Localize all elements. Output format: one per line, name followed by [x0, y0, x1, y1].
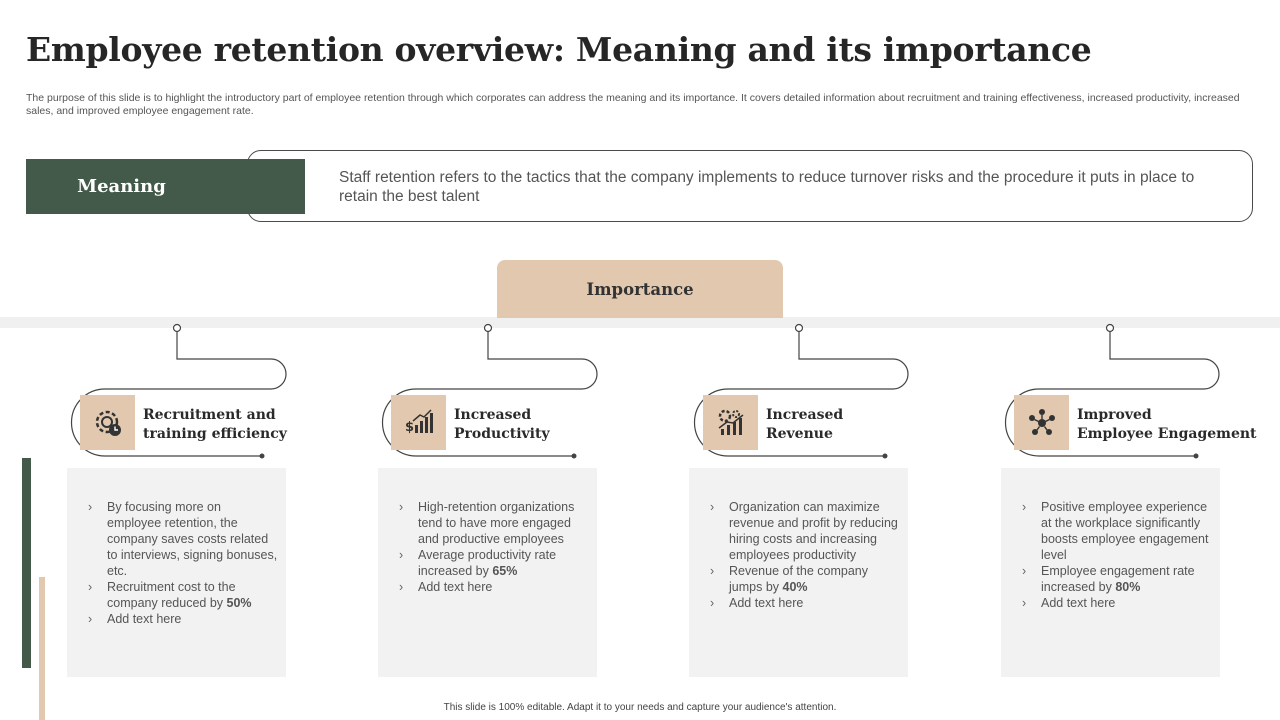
- bullet-item: [88, 579, 278, 611]
- bullet-item: [399, 499, 589, 547]
- card-header-recruitment: [72, 390, 302, 450]
- bullet-item: [399, 547, 589, 579]
- bullet-list: [88, 499, 278, 627]
- bullet-list: [1022, 499, 1212, 611]
- bullet-text: Recruitment cost to the company reduced by: [107, 580, 236, 610]
- bullet-highlight: 40%: [782, 580, 808, 594]
- card-title-line: Employee Engagement: [1077, 426, 1257, 442]
- card-title-line: Improved: [1077, 407, 1152, 423]
- bullet-item: [88, 611, 278, 627]
- bullet-item: [399, 579, 589, 595]
- bullet-text: Revenue of the company jumps by: [729, 564, 868, 594]
- bullet-highlight: 65%: [492, 564, 518, 578]
- page-subtitle: The purpose of this slide is to highlight the introductory part of employee retention through which corporates can address the meaning and its importance. It covers detailed information about recruitment and training effectiveness, increased productivity, increased sales, and improved employee engagement rate.: [26, 92, 1240, 117]
- card-title-line: Increased: [454, 407, 532, 423]
- connector-end-dot: [1194, 454, 1199, 459]
- svg-text:$: $: [404, 419, 414, 435]
- card-title: [1077, 406, 1257, 444]
- card-body-revenue: [689, 468, 908, 677]
- bullet-text: Employee engagement rate increased by: [1041, 564, 1195, 594]
- bullet-item: [1022, 563, 1212, 595]
- card-body-productivity: [378, 468, 597, 677]
- connector-node: [485, 325, 492, 332]
- card-title: [143, 406, 287, 444]
- bullet-item: [710, 499, 900, 563]
- gear-growth-icon: [703, 395, 758, 450]
- card-title-line: Recruitment and: [143, 407, 276, 423]
- bullet-list: [399, 499, 589, 595]
- bullet-item: [88, 499, 278, 579]
- bullet-item: [1022, 595, 1212, 611]
- card-title-line: Increased: [766, 407, 844, 423]
- card-title-line: Productivity: [454, 426, 550, 442]
- gear-clock-icon: [80, 395, 135, 450]
- dollar-chart-icon: [391, 395, 446, 450]
- card-body-engagement: [1001, 468, 1220, 677]
- bullet-item: [1022, 499, 1212, 563]
- card-body-recruitment: [67, 468, 286, 677]
- connector-end-dot: [883, 454, 888, 459]
- bullet-text: Add text here: [107, 612, 182, 626]
- connector-end-dot: [572, 454, 577, 459]
- bullet-text: High-retention organizations tend to have more engaged and productive employees: [418, 500, 575, 546]
- card-title-line: training efficiency: [143, 426, 287, 442]
- bullet-list: [710, 499, 900, 611]
- card-title-line: Revenue: [766, 426, 833, 442]
- bullet-item: [710, 563, 900, 595]
- bullet-text: Average productivity rate increased by: [418, 548, 557, 578]
- card-title: [766, 406, 843, 444]
- footer-note: This slide is 100% editable. Adapt it to your needs and capture your audience's attention.: [443, 702, 837, 713]
- bullet-text: Positive employee experience at the workplace significantly boosts employee engagement level: [1041, 500, 1209, 562]
- card-title: [454, 406, 550, 444]
- bullet-highlight: 50%: [226, 596, 252, 610]
- meaning-text: Staff retention refers to the tactics that the company implements to reduce turnover risks and the procedure it puts in place to retain the best talent: [339, 169, 1195, 205]
- bullet-item: [710, 595, 900, 611]
- team-network-icon: [1014, 395, 1069, 450]
- connector-node: [1107, 325, 1114, 332]
- card-header-engagement: [1006, 390, 1256, 450]
- card-header-productivity: [383, 390, 613, 450]
- card-header-revenue: [695, 390, 925, 450]
- importance-header: Importance: [497, 260, 783, 318]
- connector-end-dot: [260, 454, 265, 459]
- connector-node: [796, 325, 803, 332]
- meaning-label: Meaning: [26, 159, 305, 214]
- bullet-text: Add text here: [729, 596, 804, 610]
- bullet-text: Organization can maximize revenue and profit by reducing hiring costs and increasing employees productivity: [729, 500, 898, 562]
- connector-node: [174, 325, 181, 332]
- bullet-text: Add text here: [418, 580, 493, 594]
- page-title: Employee retention overview: Meaning and its importance: [26, 30, 1092, 69]
- bullet-text: Add text here: [1041, 596, 1116, 610]
- bullet-text: By focusing more on employee retention, the company saves costs related to interviews, signing bonuses, etc.: [107, 500, 278, 578]
- bullet-highlight: 80%: [1115, 580, 1141, 594]
